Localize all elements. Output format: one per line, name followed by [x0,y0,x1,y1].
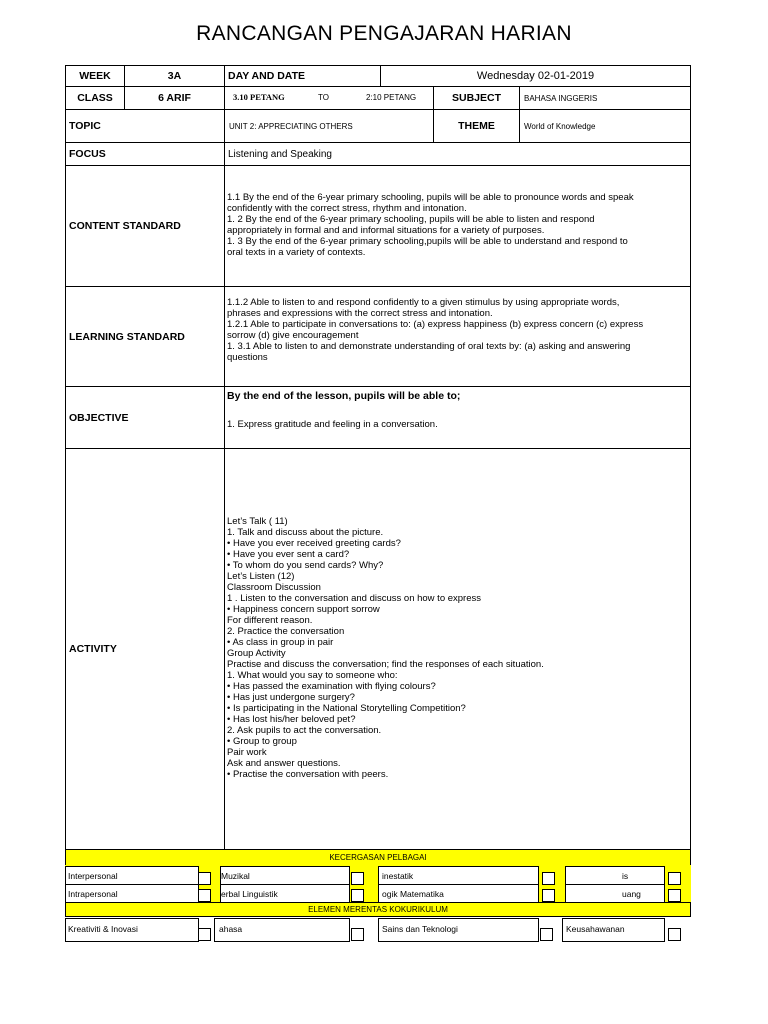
learning-line: 1.1.2 Able to listen to and respond confidently to a given stimulus by using appropriate words, [227,297,620,308]
objective-item: 1. Express gratitude and feeling in a conversation. [227,419,438,430]
focus-label: FOCUS [65,142,225,166]
objective-heading: By the end of the lesson, pupils will be able to; [227,390,461,402]
activity-line: • Has passed the examination with flying colours? [227,681,436,692]
checkbox-verbal-linguistik[interactable] [351,889,364,902]
time-to-label: TO [318,93,329,102]
objective-label: OBJECTIVE [65,386,225,449]
activity-line: • Have you ever received greeting cards? [227,538,401,549]
activity-line: • Happiness concern support sorrow [227,604,380,615]
activity-line: Ask and answer questions. [227,758,341,769]
learning-line: phrases and expressions with the correct stress and intonation. [227,308,493,319]
mi-intrapersonal: Intrapersonal [68,889,118,899]
page-title: RANCANGAN PENGAJARAN HARIAN [196,22,572,45]
mi-kinestatik: inestatik [382,871,414,881]
checkbox-naturalis[interactable] [668,872,681,885]
checkbox-interpersonal[interactable] [198,872,211,885]
activity-line: 1. What would you say to someone who: [227,670,398,681]
activity-line: 2. Practice the conversation [227,626,345,637]
learning-standard-label: LEARNING STANDARD [65,286,225,387]
mi-naturalis: is [622,871,629,881]
emk-keusahawanan: Keusahawanan [566,924,625,934]
time-cell [224,86,434,110]
activity-line: Classroom Discussion [227,582,321,593]
mi-ruang: uang [622,889,641,899]
objective-cell [224,386,691,449]
activity-line: Let’s Listen (12) [227,571,295,582]
activity-line: • Group to group [227,736,297,747]
content-line: oral texts in a variety of contexts. [227,247,366,258]
emk-bahasa: ahasa [219,924,243,934]
content-line: 1. 3 By the end of the 6-year primary schooling,pupils will be able to understand and respond to [227,236,628,247]
checkbox-kinestatik[interactable] [542,872,555,885]
content-line: appropriately in formal and and informal situations for a variety of purposes. [227,225,545,236]
class-label: CLASS [65,86,125,110]
activity-line: • Is participating in the National Storytelling Competition? [227,703,466,714]
cross-curricular-header: ELEMEN MERENTAS KOKURIKULUM [65,902,691,917]
activity-line: • As class in group in pair [227,637,334,648]
theme-label: THEME [433,109,520,143]
checkbox-sains-teknologi[interactable] [540,928,553,941]
mi-muzikal: Muzikal [221,871,250,881]
emk-kreativiti: Kreativiti & Inovasi [68,924,138,934]
content-line: 1.1 By the end of the 6-year primary schooling, pupils will be able to pronounce words and speak [227,192,634,203]
checkbox-kreativiti[interactable] [198,928,211,941]
activity-line: For different reason. [227,615,313,626]
activity-line: • Have you ever sent a card? [227,549,350,560]
activity-line: 1. Talk and discuss about the picture. [227,527,384,538]
subject-value: BAHASA INGGERIS [519,86,691,110]
checkbox-muzikal[interactable] [351,872,364,885]
checkbox-bahasa[interactable] [351,928,364,941]
mi-interpersonal: Interpersonal [68,871,118,881]
content-line: 1. 2 By the end of the 6-year primary schooling, pupils will be able to listen and respond [227,214,595,225]
checkbox-keusahawanan[interactable] [668,928,681,941]
content-standard-text [224,165,691,287]
activity-line: Let’s Talk ( 11) [227,516,288,527]
checkbox-logik-matematika[interactable] [542,889,555,902]
activity-line: 2. Ask pupils to act the conversation. [227,725,382,736]
time-from: 3.10 PETANG [233,92,285,102]
activity-line: Group Activity [227,648,286,659]
mi-verbal-linguistik: erbal Linguistik [221,889,278,899]
activity-text [224,448,691,850]
content-line: confidently with the correct stress, rhythm and intonation. [227,203,467,214]
topic-label: TOPIC [65,109,225,143]
day-date-label: DAY AND DATE [224,65,381,87]
learning-line: 1. 3.1 Able to listen to and demonstrate understanding of oral texts by: (a) asking and answering [227,341,631,352]
activity-line: Pair work [227,747,267,758]
class-value: 6 ARIF [124,86,225,110]
topic-value: UNIT 2: APPRECIATING OTHERS [224,109,434,143]
date-value: Wednesday 02-01-2019 [380,65,691,87]
activity-line: • Has lost his/her beloved pet? [227,714,356,725]
emk-sains-teknologi: Sains dan Teknologi [382,924,458,934]
theme-value: World of Knowledge [519,109,691,143]
mi-logik-matematika: ogik Matematika [382,889,444,899]
activity-label: ACTIVITY [65,448,225,850]
subject-label: SUBJECT [433,86,520,110]
activity-line: • To whom do you send cards? Why? [227,560,384,571]
time-to: 2:10 PETANG [366,93,417,102]
focus-value: Listening and Speaking [224,142,691,166]
activity-line: • Has just undergone surgery? [227,692,355,703]
activity-line: • Practise the conversation with peers. [227,769,389,780]
learning-line: sorrow (d) give encouragement [227,330,359,341]
week-label: WEEK [65,65,125,87]
week-value: 3A [124,65,225,87]
activity-line: 1 . Listen to the conversation and discuss on how to express [227,593,482,604]
learning-standard-text [224,286,691,387]
content-standard-label: CONTENT STANDARD [65,165,225,287]
checkbox-intrapersonal[interactable] [198,889,211,902]
checkbox-ruang[interactable] [668,889,681,902]
activity-line: Practise and discuss the conversation; find the responses of each situation. [227,659,544,670]
learning-line: 1.2.1 Able to participate in conversations to: (a) express happiness (b) express concern (c) express [227,319,644,330]
multiple-intelligence-header: KECERGASAN PELBAGAI [65,849,691,866]
learning-line: questions [227,352,268,363]
